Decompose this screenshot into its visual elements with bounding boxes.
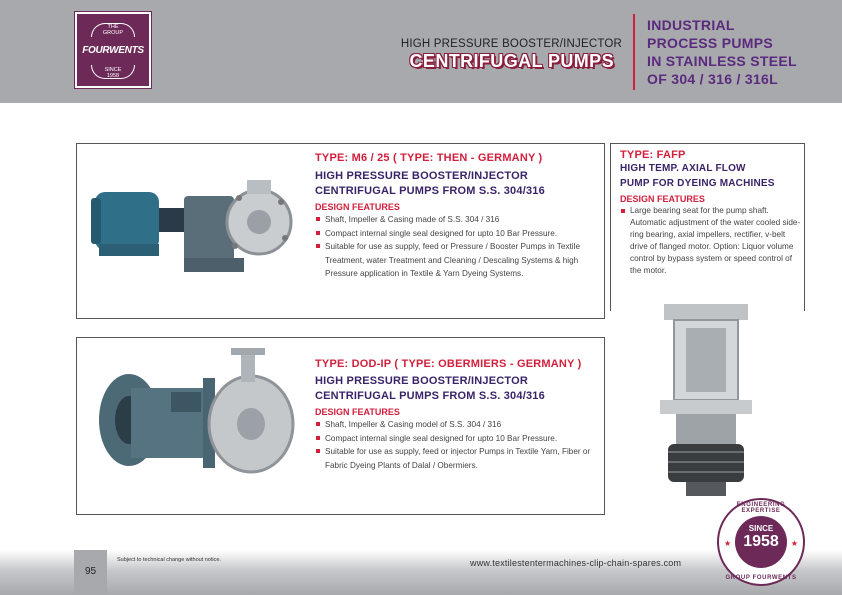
footer-website-link[interactable]: www.textilestentermachines-clip-chain-spares.com	[470, 558, 682, 568]
product-card-m6	[76, 143, 605, 319]
header-right-line: INDUSTRIAL	[647, 17, 735, 33]
pump-fafp-image	[646, 300, 766, 500]
product-title: PUMP FOR DYEING MACHINES	[620, 178, 775, 189]
since-1958-seal	[717, 498, 805, 586]
feature-item: Suitable for use as supply, feed or Pressure / Booster Pumps in Textile Treatment, water Treatment and Cleaning / Descaling Systems & high Pressure application in Textile & Yarn Dyeing Systems.	[315, 240, 595, 281]
seal-year: 1958	[743, 533, 779, 550]
design-features-heading: DESIGN FEATURES	[315, 202, 400, 212]
product-title: CENTRIFUGAL PUMPS FROM S.S. 304/316	[315, 185, 545, 197]
header-right-line: OF 304 / 316 / 316L	[647, 71, 778, 87]
feature-list	[620, 205, 804, 277]
product-card-dod-ip	[76, 337, 605, 515]
header-title: CENTRIFUGAL PUMPS	[409, 51, 614, 71]
logo-the-group: THE GROUP	[102, 24, 124, 36]
header-right-heading	[647, 16, 837, 88]
feature-list	[315, 418, 595, 472]
design-features-heading: DESIGN FEATURES	[315, 407, 400, 417]
header-divider	[633, 14, 635, 90]
design-features-heading: DESIGN FEATURES	[620, 194, 705, 204]
feature-item: Shaft, Impeller & Casing model of S.S. 304 / 316	[315, 418, 595, 432]
feature-item: Compact internal single seal designed for upto 10 Bar Pressure.	[315, 227, 595, 241]
logo-brand: FOURWENTS	[82, 45, 144, 56]
header-right-line: IN STAINLESS STEEL	[647, 53, 797, 69]
feature-item: Compact internal single seal designed for upto 10 Bar Pressure.	[315, 432, 595, 446]
seal-ring-top-text: ENGINEERING EXPERTISE	[736, 502, 786, 514]
seal-ring-bottom-text: GROUP FOURWENTS	[725, 575, 797, 581]
product-type: TYPE: DOD-IP ( TYPE: OBERMIERS - GERMANY )	[315, 358, 582, 370]
product-type: TYPE: M6 / 25 ( TYPE: THEN - GERMANY )	[315, 152, 543, 164]
logo-since: SINCE 1958	[104, 67, 122, 79]
seal-inner-disc	[735, 516, 787, 568]
feature-item: Suitable for use as supply, feed or injector Pumps in Textile Yarn, Fiber or Fabric Dyeing Plants of Dalal / Obermiers.	[315, 445, 595, 472]
product-info-m6	[315, 152, 595, 281]
header-right-line: PROCESS PUMPS	[647, 35, 774, 51]
product-title: CENTRIFUGAL PUMPS FROM S.S. 304/316	[315, 390, 545, 402]
star-icon: ★	[790, 539, 798, 548]
page-number: 95	[84, 566, 97, 577]
product-info-fafp	[620, 149, 804, 277]
product-info-dod-ip	[315, 358, 595, 472]
seal-since: SINCE	[748, 524, 774, 533]
footer-disclaimer: Subject to technical change without notice.	[117, 557, 221, 563]
product-title: HIGH PRESSURE BOOSTER/INJECTOR	[315, 170, 528, 182]
company-logo	[75, 12, 151, 88]
product-type: TYPE: FAFP	[620, 149, 686, 161]
pump-dod-ip-image	[91, 348, 311, 498]
feature-item: Shaft, Impeller & Casing made of S.S. 304 / 316	[315, 213, 595, 227]
product-card-fafp	[610, 143, 805, 311]
pump-m6-image	[89, 158, 309, 288]
product-title: HIGH TEMP. AXIAL FLOW	[620, 163, 746, 174]
feature-item: Large bearing seat for the pump shaft. Automatic adjustment of the water cooled side-ring bearing, axial impellers, rectifier, v-belt drive of flanged motor. Option: Liquor volume control by bypass system or speed control of the motor.	[620, 205, 804, 277]
feature-list	[315, 213, 595, 281]
product-title: HIGH PRESSURE BOOSTER/INJECTOR	[315, 375, 528, 387]
star-icon: ★	[724, 539, 732, 548]
page-number-tab	[74, 550, 107, 595]
header-subtitle: HIGH PRESSURE BOOSTER/INJECTOR	[400, 38, 622, 50]
